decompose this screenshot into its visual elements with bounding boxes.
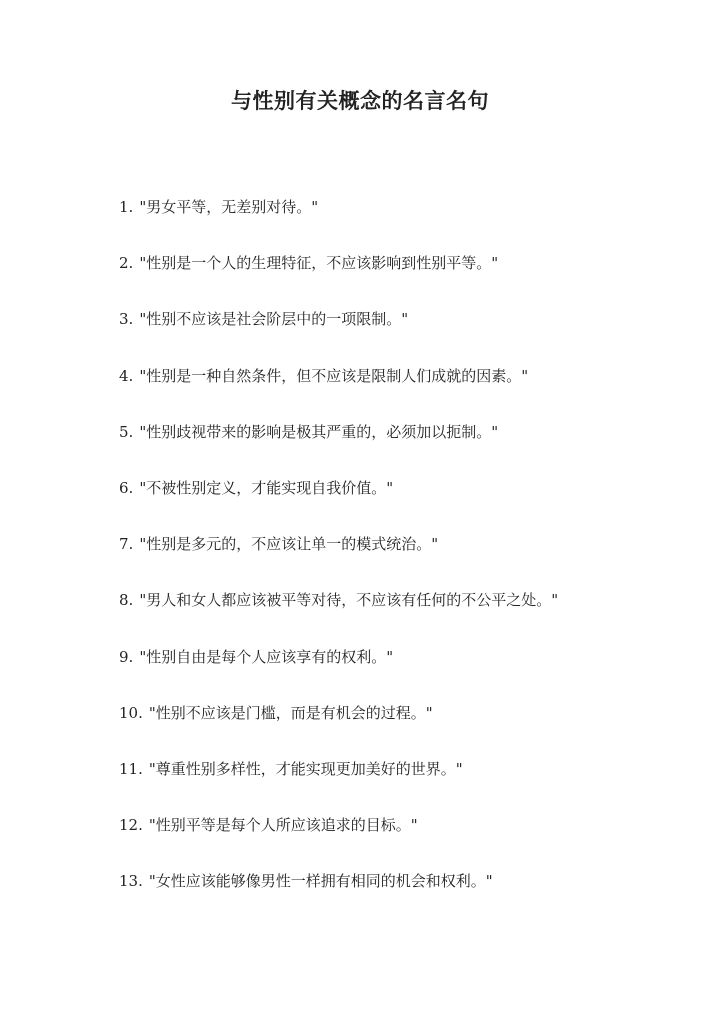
quote-text: "性别是多元的，不应该让单一的模式统治。" xyxy=(139,535,439,554)
document-title: 与性别有关概念的名言名句 xyxy=(231,88,489,113)
quote-item-10 xyxy=(119,699,699,755)
quote-text: "尊重性别多样性，才能实现更加美好的世界。" xyxy=(148,759,463,778)
quote-number: 3. xyxy=(119,310,134,329)
quote-number: 11. xyxy=(119,759,143,778)
quote-text: "性别不应该是门槛，而是有机会的过程。" xyxy=(148,703,433,722)
quote-text: "性别歧视带来的影响是极其严重的，必须加以扼制。" xyxy=(139,422,499,441)
quote-item-4 xyxy=(119,362,699,418)
quote-number: 2. xyxy=(119,254,134,273)
quote-text: "男女平等，无差别对待。" xyxy=(139,198,319,216)
quote-text: "性别自由是每个人应该享有的权利。" xyxy=(139,647,394,666)
quote-number: 12. xyxy=(119,816,143,835)
quote-text: "性别是一种自然条件，但不应该是限制人们成就的因素。" xyxy=(139,366,529,385)
quote-text: "男人和女人都应该被平等对待，不应该有任何的不公平之处。" xyxy=(139,591,559,610)
quote-number: 8. xyxy=(119,591,134,610)
quote-text: "性别平等是每个人所应该追求的目标。" xyxy=(148,816,418,835)
quote-item-9 xyxy=(119,643,699,699)
quote-text: "不被性别定义，才能实现自我价值。" xyxy=(139,478,394,497)
quote-item-6 xyxy=(119,474,699,530)
quote-text: "性别是一个人的生理特征，不应该影响到性别平等。" xyxy=(139,254,499,273)
quote-item-12 xyxy=(119,811,699,867)
quote-item-5 xyxy=(119,418,699,474)
quote-item-11 xyxy=(119,755,699,811)
quote-number: 7. xyxy=(119,535,134,554)
quote-number: 9. xyxy=(119,647,134,666)
quote-item-3 xyxy=(119,305,699,361)
quote-item-13 xyxy=(119,867,699,923)
quote-item-7 xyxy=(119,530,699,586)
quote-item-1 xyxy=(119,193,699,249)
quote-number: 6. xyxy=(119,478,134,497)
quote-number: 5. xyxy=(119,422,134,441)
quote-text: "女性应该能够像男性一样拥有相同的机会和权利。" xyxy=(148,872,493,891)
quote-text: "性别不应该是社会阶层中的一项限制。" xyxy=(139,310,409,329)
quote-list xyxy=(119,193,699,923)
quote-number: 4. xyxy=(119,366,134,385)
quote-item-2 xyxy=(119,249,699,305)
quote-item-8 xyxy=(119,586,699,642)
quote-number: 10. xyxy=(119,703,143,722)
quote-number: 1. xyxy=(119,198,134,216)
quote-number: 13. xyxy=(119,872,143,891)
